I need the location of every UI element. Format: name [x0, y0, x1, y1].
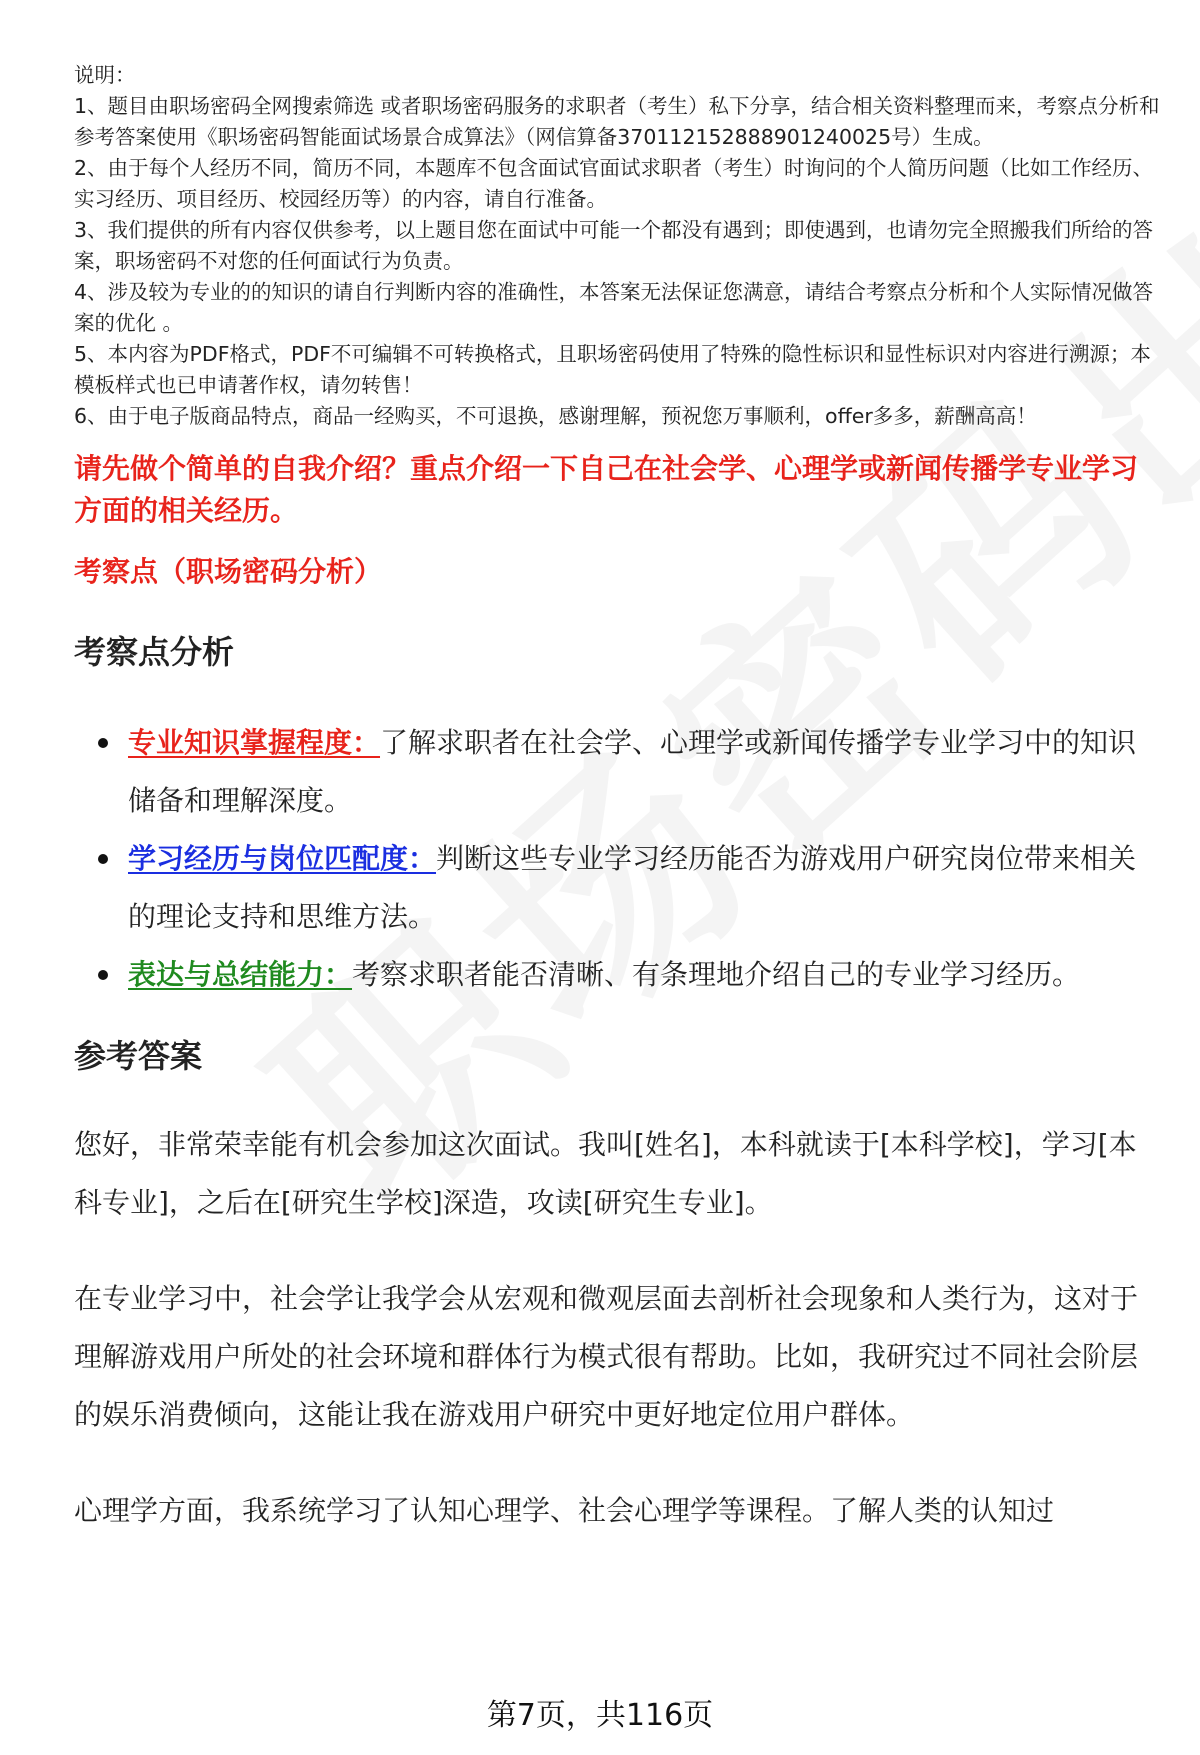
answer-title: 参考答案: [74, 1037, 203, 1075]
notes-heading: 说明：: [74, 63, 136, 87]
note-item: 3、我们提供的所有内容仅供参考，以上题目您在面试中可能一个都没有遇到；即使遇到，也请勿完全照搬我们所给的答案，职场密码不对您的任何面试行为负责。: [74, 218, 1154, 273]
note-item: 2、由于每个人经历不同，简历不同，本题库不包含面试官面试求职者（考生）时询问的个人简历问题（比如工作经历、实习经历、项目经历、校园经历等）的内容，请自行准备。: [74, 156, 1154, 211]
bullet-icon: [98, 970, 108, 980]
answer-paragraph: 您好，非常荣幸能有机会参加这次面试。我叫[姓名]，本科就读于[本科学校]，学习[本科专业]，之后在[研究生学校]深造，攻读[研究生专业]。: [74, 1128, 1137, 1219]
point-label: 专业知识掌握程度：: [128, 726, 381, 759]
answer-paragraph: 在专业学习中，社会学让我学会从宏观和微观层面去剖析社会现象和人类行为，这对于理解游戏用户所处的社会环境和群体行为模式很有帮助。比如，我研究过不同社会阶层的娱乐消费倾向，这能让我在游戏用户研究中更好地定位用户群体。: [74, 1282, 1139, 1431]
analysis-points: [74, 714, 1164, 1004]
analysis-point: [74, 714, 1164, 830]
page-footer: 第7页，共116页: [486, 1698, 714, 1733]
interview-question: 请先做个简单的自我介绍？重点介绍一下自己在社会学、心理学或新闻传播学专业学习方面的相关经历。: [74, 452, 1139, 527]
point-text: 了解求职者在社会学、心理学或新闻传播学专业学习中的知识储备和理解深度。: [128, 726, 1137, 817]
analysis-point: [74, 830, 1164, 946]
bullet-icon: [98, 854, 108, 864]
notes-section: [74, 60, 1164, 432]
point-label: 表达与总结能力：: [128, 958, 353, 991]
analysis-point: [74, 946, 1164, 1004]
note-item: 6、由于电子版商品特点，商品一经购买，不可退换，感谢理解，预祝您万事顺利，offer多多，薪酬高高！: [74, 404, 1037, 428]
note-item: 5、本内容为PDF格式，PDF不可编辑不可转换格式，且职场密码使用了特殊的隐性标识和显性标识对内容进行溯源；本模板样式也已申请著作权，请勿转售！: [74, 342, 1151, 397]
analysis-label: 考察点（职场密码分析）: [74, 555, 383, 588]
point-label: 学习经历与岗位匹配度：: [128, 842, 437, 875]
point-text: 考察求职者能否清晰、有条理地介绍自己的专业学习经历。: [352, 958, 1081, 991]
point-text: 判断这些专业学习经历能否为游戏用户研究岗位带来相关的理论支持和思维方法。: [128, 842, 1137, 933]
note-item: 4、涉及较为专业的的知识的请自行判断内容的准确性，本答案无法保证您满意，请结合考察点分析和个人实际情况做答案的优化 。: [74, 280, 1154, 335]
bullet-icon: [98, 738, 108, 748]
page-content: [74, 60, 1164, 1540]
note-item: 1、题目由职场密码全网搜索筛选 或者职场密码服务的求职者（考生）私下分享，结合相关资料整理而来，考察点分析和参考答案使用《职场密码智能面试场景合成算法》（网信算备370112152888901240025号）生成。: [74, 94, 1160, 149]
analysis-title: 考察点分析: [74, 633, 235, 671]
answer-paragraph: 心理学方面，我系统学习了认知心理学、社会心理学等课程。了解人类的认知过: [74, 1494, 1055, 1527]
